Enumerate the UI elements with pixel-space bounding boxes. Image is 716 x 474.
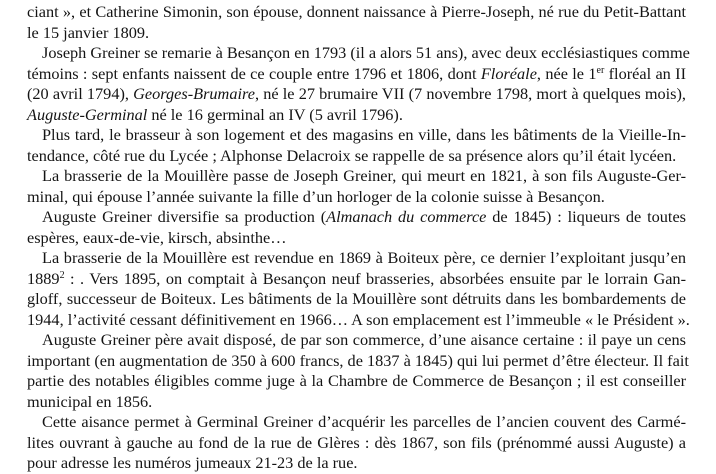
text-line: important (en augmentation de 350 à 600 francs, de 1837 à 1845) qui lui permet d’être électeur. Il fait — [27, 350, 689, 370]
text-run: , né le 27 brumaire VII (7 novembre 1798, mort à quelques mois), — [254, 84, 686, 103]
text-line: Joseph Greiner se remarie à Besançon en 1793 (il a alors 51 ans), avec deux ecclésiastiques comme — [42, 43, 690, 62]
text-run: , née le 1 — [536, 63, 597, 83]
text-line: ciant », et Catherine Simonin, son épouse, donnent naissance à Pierre-Joseph, né rue du Petit-Battant — [27, 2, 686, 21]
paragraph-6 — [27, 330, 689, 412]
text-line: 1944, l’activité cessant définitivement en 1966… A son emplacement est l’immeuble « le Président ». — [27, 309, 690, 329]
text-run: 1889 — [27, 268, 60, 288]
title-almanach: Almanach du commerce — [326, 207, 487, 226]
text-run: témoins : sept enfants naissent de ce couple entre 1796 et 1806, dont — [27, 63, 477, 83]
paragraph-7 — [27, 412, 686, 474]
text-line: La brasserie de la Mouillère passe de Joseph Greiner, qui meurt en 1821, à son fils Auguste-Ger- — [42, 166, 686, 185]
paragraph-5 — [27, 248, 690, 330]
name-auguste-germinal: Auguste-Germinal — [27, 104, 148, 124]
text-line — [27, 84, 686, 105]
text-run: Auguste Greiner diversifie sa production ( — [42, 207, 327, 226]
text-line: La brasserie de la Mouillère est revendue en 1869 à Boiteux père, ce dernier l’exploitant jusqu’en — [42, 248, 686, 267]
text-line — [27, 64, 686, 85]
text-line — [27, 207, 686, 228]
text-line: partie des notables éligibles comme juge à la Chambre de Commerce de Besançon ; il est conseiller — [27, 371, 686, 390]
text-run: (20 avril 1794), — [27, 84, 134, 103]
name-georges-brumaire: Georges-Brumaire — [133, 84, 255, 103]
name-floreale: Floréale — [480, 63, 537, 83]
text-line: pour adresse les numéros jumeaux 21-23 de la rue. — [27, 453, 358, 472]
paragraph-4 — [27, 207, 686, 248]
ordinal-superscript: er — [596, 64, 605, 76]
text-line: Auguste Greiner père avait disposé, de par son commerce, d’une aisance certaine : il paye un cens — [42, 330, 686, 349]
text-run: : . Vers 1895, on comptait à Besançon neuf brasseries, absorbées ensuite par le lorrain Gan- — [64, 268, 686, 288]
text-line: minal, qui épouse l’année suivante la fille d’un horloger de la colonie suisse à Besançon. — [27, 186, 605, 206]
text-line: Plus tard, le brasseur à son logement et des magasins en ville, dans les bâtiments de la Vieille-In- — [42, 125, 686, 144]
text-line: espères, eaux-de-vie, kirsch, absinthe… — [27, 227, 287, 247]
paragraph-1 — [27, 43, 690, 125]
text-run: de 1845) : liqueurs de toutes — [486, 207, 687, 226]
text-line: le 15 janvier 1809. — [27, 22, 150, 42]
text-run: floréal an II — [604, 63, 686, 83]
text-line: lites ouvrant à gauche au fond de la rue de Glères : dès 1867, son fils (prénommé aussi Auguste) a — [27, 432, 686, 452]
text-line: gloff, successeur de Boiteux. Les bâtiments de la Mouillère sont détruits dans les bombardements de — [27, 289, 686, 308]
text-line — [27, 269, 686, 290]
paragraph-0 — [27, 2, 686, 43]
paragraph-3 — [27, 166, 686, 207]
text-line: tendance, côté rue du Lycée ; Alphonse Delacroix se rappelle de sa présence alors qu’il était lycéen. — [27, 145, 677, 165]
text-line: Cette aisance permet à Germinal Greiner d’acquérir les parcelles de l’ancien couvent des Carmé- — [42, 412, 686, 431]
text-run: né le 16 germinal an IV (5 avril 1796). — [147, 104, 403, 124]
text-line: municipal en 1856. — [27, 391, 153, 411]
text-line — [27, 105, 686, 126]
paragraph-2 — [27, 125, 686, 166]
footnote-marker: 2 — [59, 269, 65, 281]
